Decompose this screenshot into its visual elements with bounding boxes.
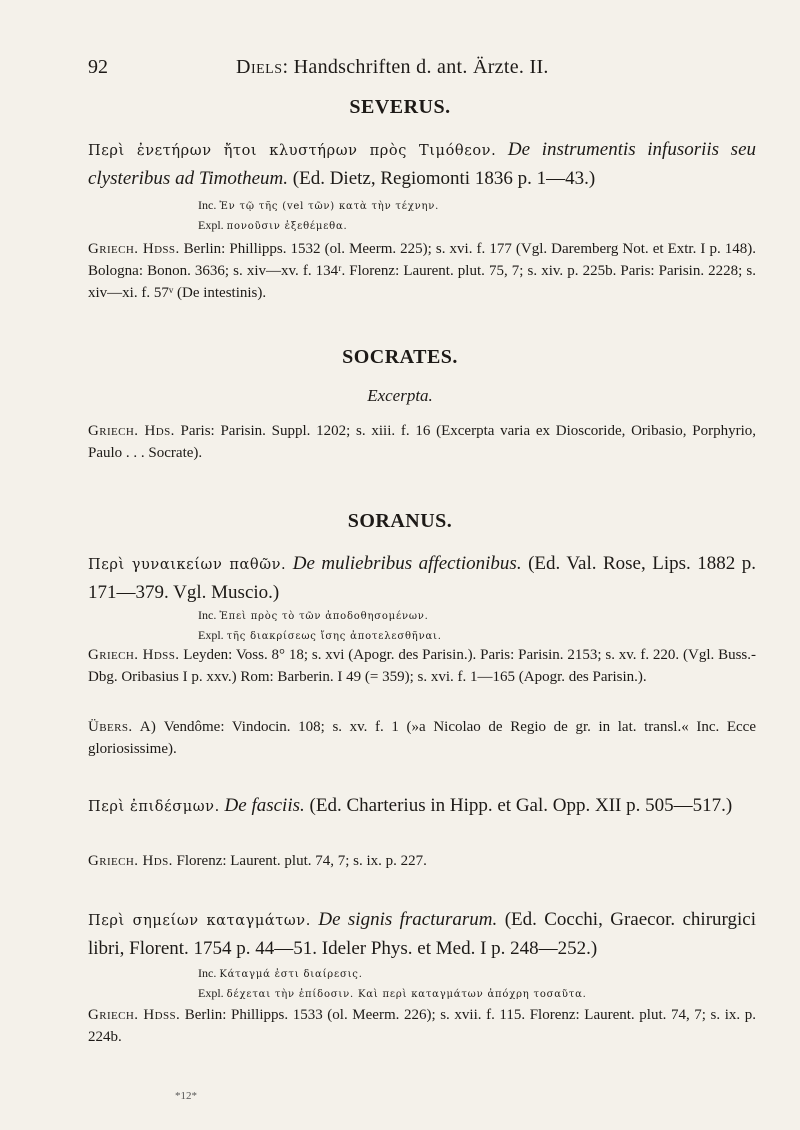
severus-manuscripts — [88, 238, 756, 304]
mss-label: Griech. Hds. — [88, 423, 175, 439]
incipit-greek: Ἐπεὶ πρὸς τὸ τῶν ἀποδοθησομένων. — [219, 611, 429, 622]
soranus-work-1-explicit — [198, 626, 442, 646]
translation-text: Vendôme: Vindocin. 108; s. xv. f. 1 (»a Nicolao de Regio de gr. in lat. transl.« Inc. Ecce gloriosissime). — [88, 719, 756, 757]
soranus-work-2-manuscripts — [88, 850, 756, 872]
mss-text: Florenz: Laurent. plut. 74, 7; s. ix. p. 227. — [176, 853, 427, 869]
severus-greek-title: Περὶ ἐνετήρων ἤτοι κλυστήρων πρὸς Τιμόθεον. — [88, 143, 497, 159]
incipit-greek: Ἐν τῷ τῆς (vel τῶν) κατὰ τὴν τέχνην. — [219, 201, 440, 212]
work-greek-title: Περὶ γυναικείων παθῶν. — [88, 557, 287, 573]
soranus-work-1-title — [88, 550, 756, 607]
incipit-greek: Κάταγμά ἐστι διαίρεσις. — [219, 969, 363, 980]
mss-label: Griech. Hdss. — [88, 241, 180, 257]
work-edition: (Ed. Charterius in Hipp. et Gal. Opp. XII p. 505—517.) — [309, 795, 733, 816]
incipit-label: Inc. — [198, 198, 217, 212]
mss-text: Leyden: Voss. 8° 18; s. xvi (Apogr. des Parisin.). Paris: Parisin. 2153; s. xv. f. 220. (Vgl. Buss.-Dbg. Oribasius I p. xxv.) Rom: Barberin. I 49 (= 359); s. xvi. f. 1—165 (Apogr. des Parisin.). — [88, 647, 757, 685]
work-edition: (Ed. Val. Rose, Lips. 1882 p. 171—379. Vgl. Muscio.) — [88, 553, 756, 603]
explicit-label: Expl. — [198, 986, 224, 1000]
soranus-work-1-manuscripts — [88, 644, 756, 688]
severus-incipit — [198, 196, 439, 216]
running-title-rest: : Handschriften d. ant. Ärzte. II. — [282, 56, 549, 78]
soranus-heading: SORANUS. — [347, 510, 453, 532]
explicit-greek: πονοῦσιν ἐξεθέμεθα. — [226, 221, 348, 232]
page-number: 92 — [88, 56, 108, 78]
severus-edition: (Ed. Dietz, Regiomonti 1836 p. 1—43.) — [292, 168, 596, 189]
mss-text: Paris: Parisin. Suppl. 1202; s. xiii. f. 16 (Excerpta varia ex Dioscoride, Oribasio, Porphyrio, Paulo . . . Socrate). — [88, 423, 757, 461]
soranus-work-1-translation — [88, 716, 756, 760]
mss-label: Griech. Hdss. — [88, 1007, 181, 1023]
severus-explicit — [198, 216, 348, 236]
work-latin-title: De muliebribus affectionibus. — [292, 553, 522, 574]
work-greek-title: Περὶ σημείων καταγμάτων. — [88, 913, 311, 929]
soranus-work-1-incipit — [198, 606, 429, 626]
explicit-greek: δέχεται τὴν ἐπίδοσιν. Καὶ περὶ καταγμάτων ἀπόχρη τοσαῦτα. — [226, 989, 587, 1000]
mss-label: Griech. Hds. — [88, 853, 173, 869]
mss-text: Berlin: Phillipps. 1533 (ol. Meerm. 226); s. xvii. f. 115. Florenz: Laurent. plut. 74, 7; s. ix. p. 224b. — [88, 1007, 757, 1045]
incipit-label: Inc. — [198, 608, 217, 622]
soranus-work-3-manuscripts — [88, 1004, 756, 1048]
explicit-label: Expl. — [198, 628, 224, 642]
soranus-work-3-title — [88, 906, 756, 963]
signature-mark: *12* — [175, 1090, 197, 1102]
soranus-work-3-explicit — [198, 984, 587, 1004]
work-edition: (Ed. Cocchi, Graecor. chirurgici libri, Florent. 1754 p. 44—51. Ideler Phys. et Med. I p. 248—252.) — [88, 909, 757, 959]
soranus-work-3-incipit — [198, 964, 363, 984]
explicit-greek: τῆς διακρίσεως ἴσης ἀποτελεσθῆναι. — [226, 631, 442, 642]
severus-heading: SEVERUS. — [349, 96, 451, 118]
severus-title — [88, 136, 756, 193]
running-title — [236, 56, 549, 79]
soranus-work-2-title — [88, 792, 756, 821]
mss-text: Berlin: Phillipps. 1532 (ol. Meerm. 225); s. xvi. f. 177 (Vgl. Daremberg Not. et Extr. I p. 148). Bologna: Bonon. 3636; s. xiv—xv. f. 134ʳ. Florenz: Laurent. plut. 75, 7; s. xiv. p. 225b. Paris: Parisin. 2228; s. xiv—xi. f. 57ᵛ (De intestinis). — [88, 241, 757, 301]
work-greek-title: Περὶ ἐπιδέσμων. — [88, 799, 220, 815]
running-author: Diels — [236, 56, 283, 78]
severus-latin-title: De instrumentis infusoriis seu clysteribus ad Timotheum. — [88, 139, 757, 189]
mss-label: Griech. Hdss. — [88, 647, 180, 663]
incipit-label: Inc. — [198, 966, 217, 980]
socrates-heading: SOCRATES. — [342, 346, 458, 368]
socrates-manuscripts — [88, 420, 756, 464]
socrates-subheading: Excerpta. — [367, 386, 433, 405]
work-latin-title: De signis fracturarum. — [318, 909, 498, 930]
translation-label: Übers. A) — [88, 719, 157, 735]
explicit-label: Expl. — [198, 218, 224, 232]
work-latin-title: De fasciis. — [224, 795, 305, 816]
